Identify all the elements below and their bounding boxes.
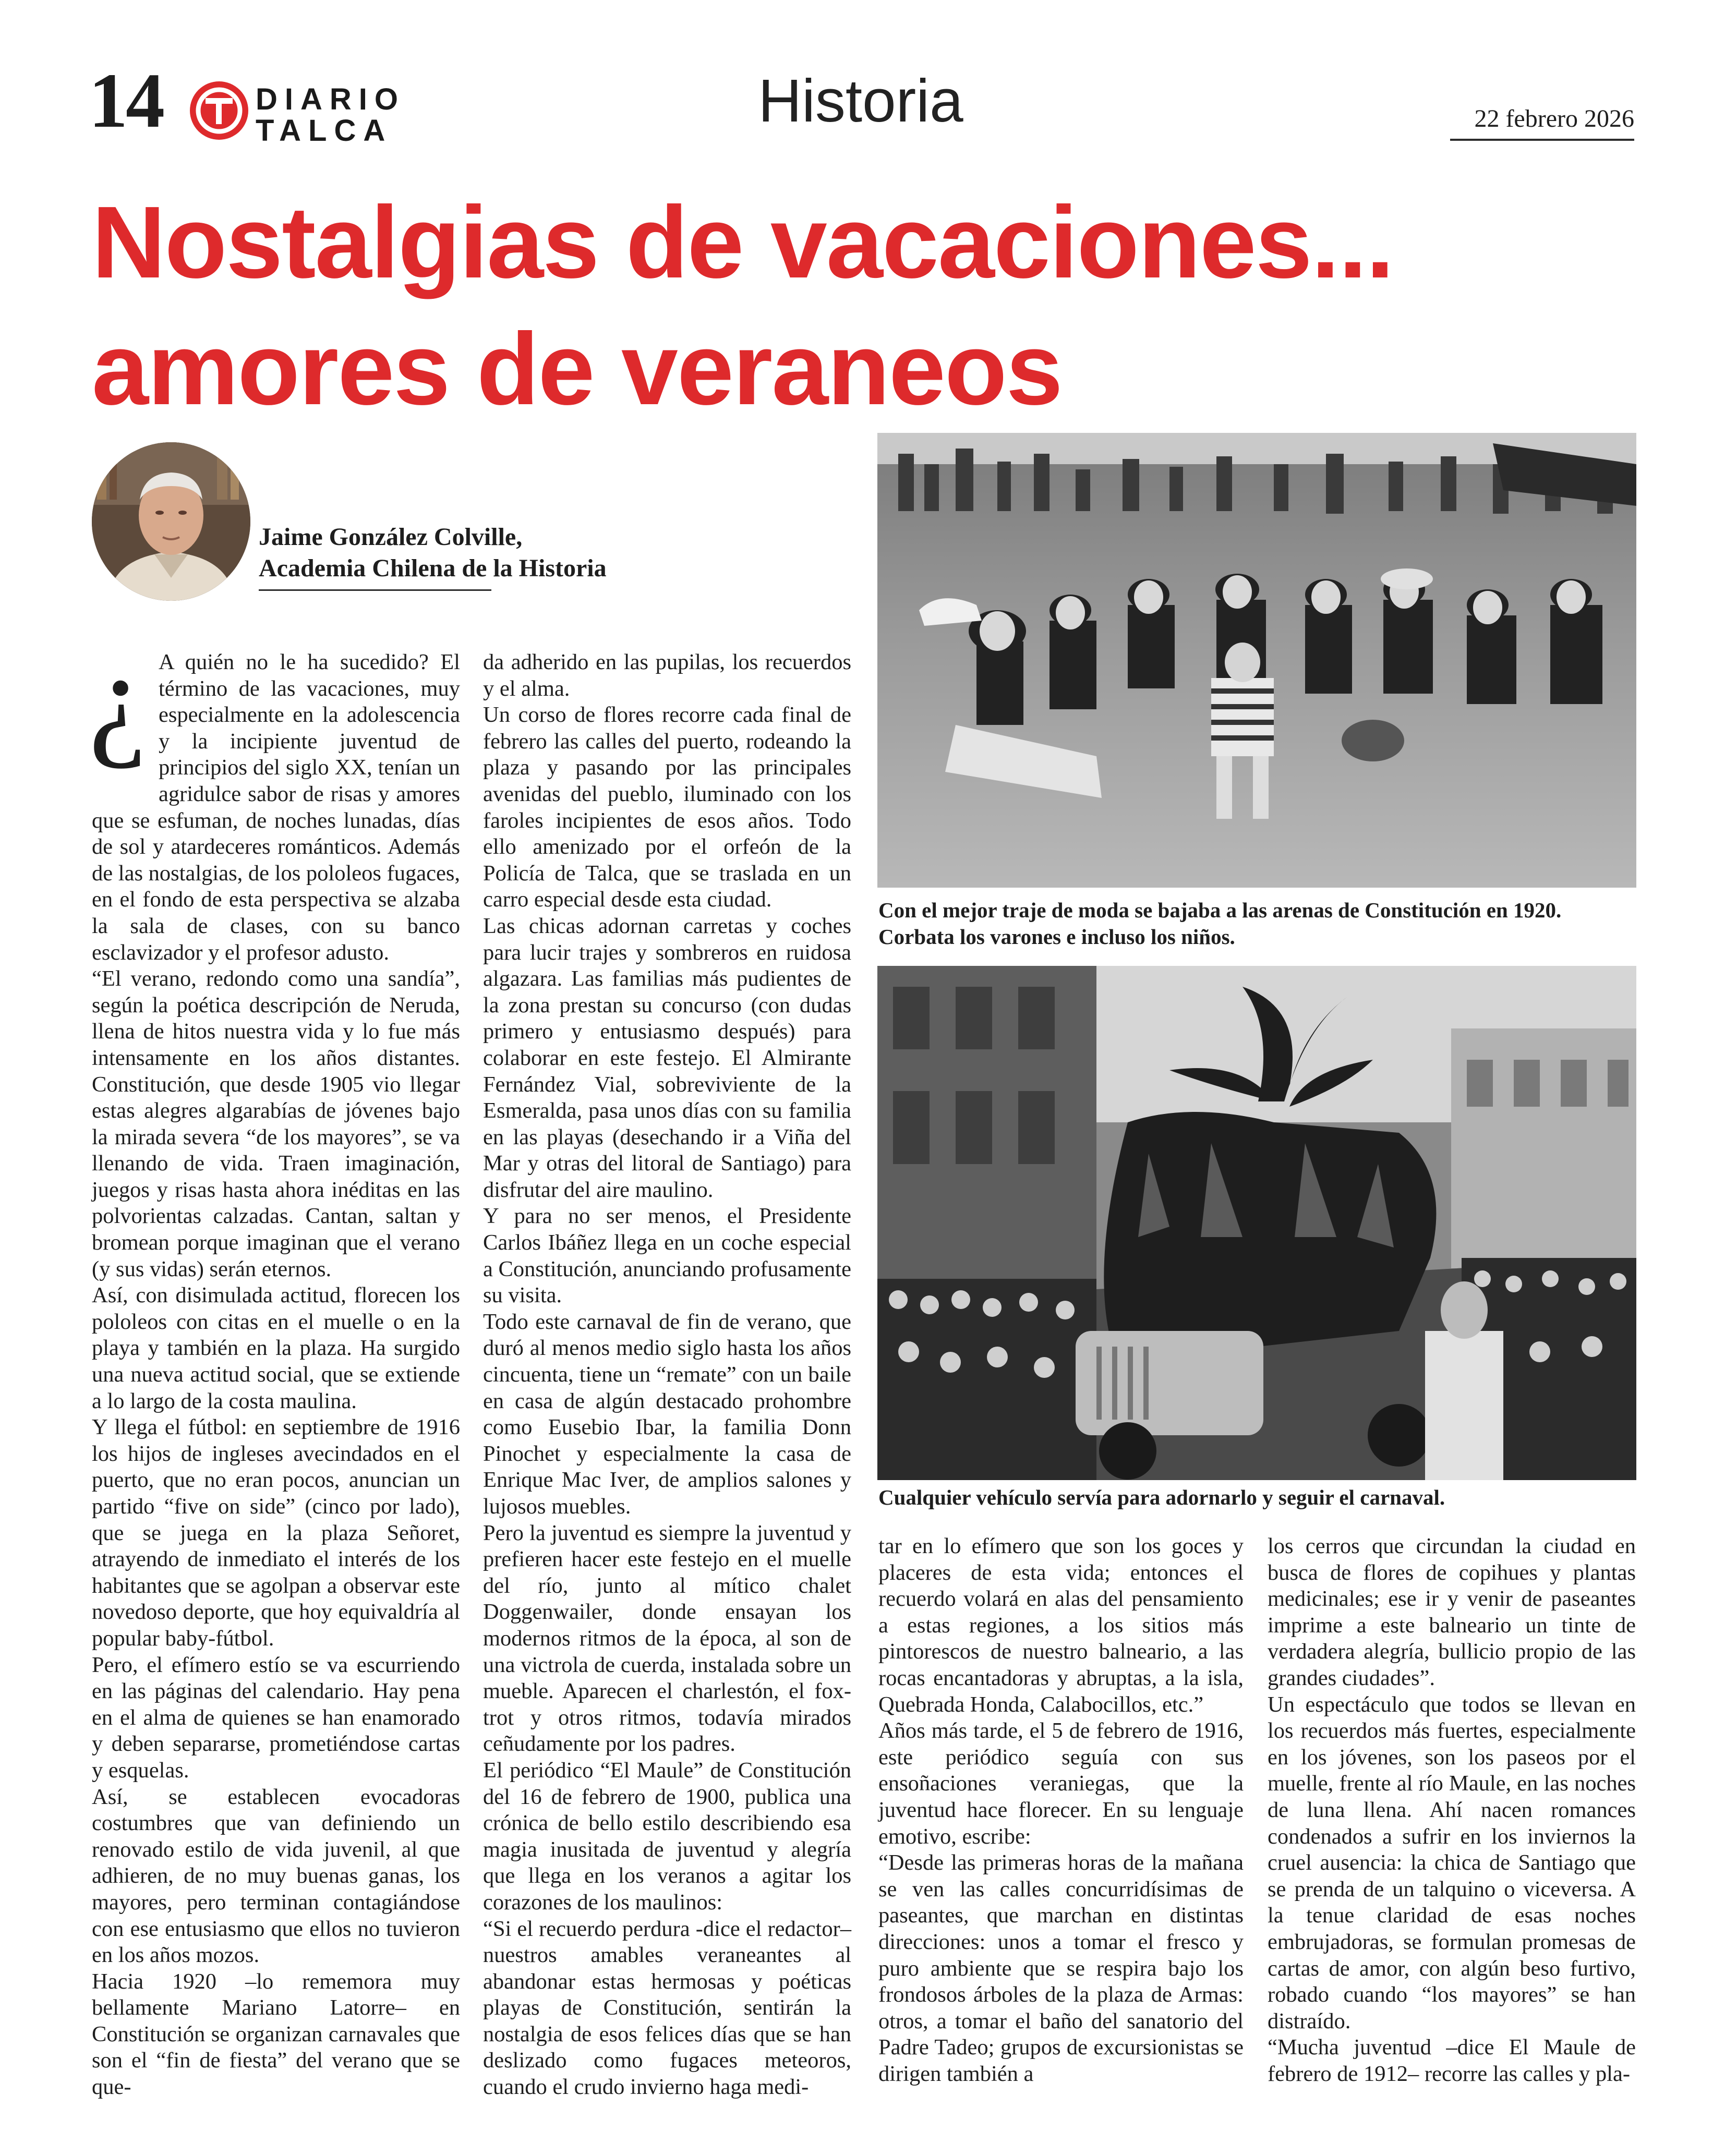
paragraph: Y llega el fútbol: en septiembre de 1916 los hijos de ingleses avecindados en el puerto, que no eran pocos, anuncian un partido “five on side” (cinco por lado), que se juega en la plaza Señoret, atrayendo de inmediato el interés de los habitantes que se agolpan a observar este novedoso deporte, que hoy equivaldría al popular baby-fútbol.	[92, 1415, 460, 1651]
paragraph: “El verano, redondo como una sandía”, según la poética descripción de Neruda, llena de hitos nuestra vida y lo fue más intensamente en los años distantes. Constitución, que desde 1905 vio llegar estas alegres algarabías de jóvenes bajo la mirada severa “de los mayores”, se va llenando de vida. Traen imaginación, juegos y risas hasta ahora inéditas en las polvorientas calzadas. Cantan, saltan y bromean porque imaginan que el verano (y sus vidas) serán eternos.	[92, 966, 460, 1281]
drop-cap: ¿	[89, 626, 147, 770]
diario-talca-logo	[188, 79, 405, 148]
carnival-float-photo	[877, 966, 1636, 1480]
photo-2-caption: Cualquier vehículo servía para adornarlo y seguir el carnaval.	[878, 1485, 1445, 1509]
paragraph: “Mucha juventud –dice El Maule de febrero de 1912– recorre las calles y pla-	[1268, 2035, 1636, 2086]
paragraph: tar en lo efímero que son los goces y placeres de esta vida; entonces el recuerdo volará en alas del pensamiento a estas regiones, a los sitios más pintorescos de nuestro balneario, a las rocas encantadoras y abruptas, a la isla, Quebrada Honda, Calabocillos, etc.”	[878, 1534, 1244, 1717]
paragraph: Un espectáculo que todos se llevan en los recuerdos más fuertes, especialmente en los jóvenes, son los paseos por el muelle, frente al río Maule, en las noches de luna llena. Ahí nacen romances condenados a sufrir en los inviernos la cruel ausencia: la chica de Santiago que se prenda de un talquino o viceversa. A la tenue claridad de esas noches embrujadoras, se formulan promesas de cartas de amor, con algún beso furtivo, robado cuando “los mayores” se han distraído.	[1268, 1692, 1636, 2033]
paragraph: Años más tarde, el 5 de febrero de 1916, este periódico seguía con sus ensoñaciones veraniegas, que la juventud hace florecer. En su lenguaje emotivo, escribe:	[878, 1718, 1244, 1849]
article-column-2	[483, 649, 851, 2101]
page-number: 14	[89, 57, 163, 144]
headline	[92, 179, 1657, 432]
article-column-4	[1268, 1533, 1636, 2087]
paragraph: El periódico “El Maule” de Constitución del 16 de febrero de 1900, publica una crónica de bello estilo describiendo esa magia inusitada de juventud y alegría que llega en los veranos a agitar los corazones de los maulinos:	[483, 1758, 851, 1915]
logo-word-diario: DIARIO	[256, 82, 405, 116]
paragraph: da adherido en las pupilas, los recuerdos y el alma.	[483, 650, 851, 701]
beach-photo-1920	[877, 433, 1636, 888]
headline-line-1: Nostalgias de vacaciones...	[92, 185, 1394, 299]
paragraph: “Si el recuerdo perdura -dice el redactor– nuestros amables veraneantes al abandonar estas hermosas y poéticas playas de Constitución, sentirán la nostalgia de esos felices días que se han deslizado como fugaces meteoros, cuando el crudo invierno haga medi-	[483, 1916, 851, 2100]
paragraph: Las chicas adornan carretas y coches para lucir trajes y sombreros en ruidosa algazara. Las familias más pudientes de la zona prestan su concurso (con dudas primero y entusiasmo después) para colaborar en este festejo. El Almirante Fernández Vial, sobreviviente de la Esmeralda, pasa unos días con su familia en las playas (desechando ir a Viña del Mar y otras del litoral de Santiago) para disfrutar del aire maulino.	[483, 913, 851, 1202]
paragraph: “Desde las primeras horas de la mañana se ven las calles concurridísimas de paseantes, que marchan en distintas direcciones: unos a tomar el fresco y puro ambiente que se respira bajo los frondosos árboles de la plaza de Armas: otros, a tomar el baño del sanatorio del Padre Tadeo; grupos de excursionistas se dirigen también a	[878, 1850, 1244, 2086]
headline-line-2: amores de veraneos	[92, 312, 1062, 426]
photo-1-caption: Con el mejor traje de moda se bajaba a las arenas de Constitución en 1920. Corbata los varones e incluso los niños.	[878, 898, 1562, 949]
paragraph: Y para no ser menos, el Presidente Carlos Ibáñez llega en un coche especial a Constitución, anunciando profusamente su visita.	[483, 1204, 851, 1308]
paragraph: los cerros que circundan la ciudad en busca de flores de copihues y plantas medicinales; ese ir y venir de paseantes imprime a este balneario un tinte de verdadera alegría, bullicio propio de las grandes ciudades”.	[1268, 1534, 1636, 1690]
paragraph: A quién no le ha sucedido? El término de las vacaciones, muy especialmente en la adolescencia y la incipiente juventud de principios del siglo XX, tenían un agridulce sabor de risas y amores que se esfuman, de noches lunadas, días de sol y atardeceres románticos. Además de las nostalgias, de los pololeos fugaces, en el fondo de esta perspectiva se alzaba la sala de clases, con su banco esclavizador y el profesor adusto.	[92, 650, 460, 965]
paragraph: Pero la juventud es siempre la juventud y prefieren hacer este festejo en el muelle del río, junto al mítico chalet Doggenwailer, donde ensayan los modernos ritmos de la época, al son de una victrola de cuerda, instalada sobre un mueble. Aparecen el charlestón, el fox-trot y otros ritmos, todavía mirados ceñudamente por los padres.	[483, 1520, 851, 1757]
section-title: Historia	[758, 67, 963, 135]
paragraph: Hacia 1920 –lo rememora muy bellamente Mariano Latorre– en Constitución se organizan carnavales que son el “fin de fiesta” del verano que se que-	[92, 1969, 460, 2100]
paragraph: Todo este carnaval de fin de verano, que duró al menos medio siglo hasta los años cincuenta, tiene un “remate” con un baile en casa de algún destacado prohombre como Eusebio Ibar, la familia Donn Pinochet y especialmente la casa de Enrique Mac Iver, de amplios salones y lujosos muebles.	[483, 1309, 851, 1519]
author-institution: Academia Chilena de la Historia	[259, 554, 607, 582]
author-name: Jaime González Colville,	[259, 523, 523, 551]
logo-word-talca: TALCA	[256, 114, 393, 148]
article-column-3	[878, 1533, 1244, 2087]
logo-mark-icon	[188, 79, 250, 142]
paragraph: Un corso de flores recorre cada final de febrero las calles del puerto, rodeando la plaza y pasando por las principales avenidas del pueblo, iluminado con los faroles incipientes de esos años. Todo ello amenizado por el orfeón de la Policía de Talca, que se traslada en un carro especial desde esta ciudad.	[483, 702, 851, 912]
paragraph: Así, con disimulada actitud, florecen los pololeos con citas en el muelle o en la playa y también en la plaza. Ha surgido una nueva actitud social, que se extiende a lo largo de la costa maulina.	[92, 1283, 460, 1413]
article-column-1	[89, 626, 460, 2101]
paragraph: Pero, el efímero estío se va escurriendo en las páginas del calendario. Hay pena en el alma de quienes se han enamorado y deben separarse, prometiéndose cartas y esquelas.	[92, 1652, 460, 1783]
publication-date: 22 febrero 2026	[1450, 106, 1634, 141]
author-divider	[259, 589, 491, 591]
paragraph: Así, se establecen evocadoras costumbres que van definiendo un renovado estilo de vida juvenil, al que adhieren, de no muy buenas ganas, los mayores, pero terminan contagiándose con ese entusiasmo que ellos no tuvieron en los años mozos.	[92, 1784, 460, 1968]
author-photo	[92, 442, 250, 601]
